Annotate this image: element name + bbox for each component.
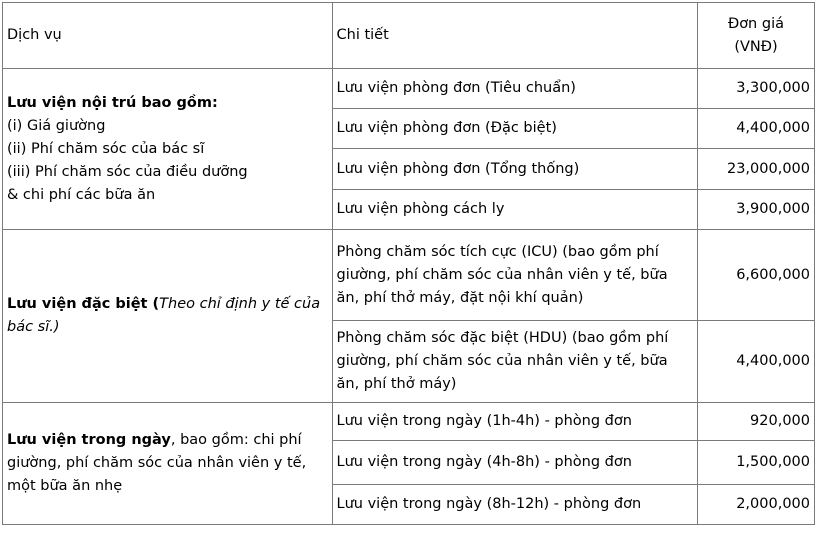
service-cell-inpatient bbox=[3, 69, 333, 230]
price-cell: 23,000,000 bbox=[697, 149, 814, 190]
price-cell: 4,400,000 bbox=[697, 321, 814, 403]
price-cell: 1,500,000 bbox=[697, 441, 814, 485]
detail-cell: Lưu viện phòng đơn (Tiêu chuẩn) bbox=[332, 69, 697, 109]
price-cell: 6,600,000 bbox=[697, 230, 814, 321]
service-title: Lưu viện nội trú bao gồm: bbox=[7, 94, 218, 111]
service-description: , bao gồm: chi phí giường, phí chăm sóc của nhân viên y tế, một bữa ăn nhẹ bbox=[7, 432, 307, 494]
service-cell-daycare bbox=[3, 403, 333, 525]
price-table bbox=[2, 2, 815, 525]
price-cell: 920,000 bbox=[697, 403, 814, 441]
header-price bbox=[697, 3, 814, 69]
price-cell: 2,000,000 bbox=[697, 485, 814, 525]
detail-cell: Lưu viện phòng cách ly bbox=[332, 190, 697, 230]
service-note: Theo chỉ định y tế của bác sĩ.) bbox=[7, 296, 321, 335]
table-header-row bbox=[3, 3, 815, 69]
table-row bbox=[3, 69, 815, 109]
header-price-unit: (VNĐ) bbox=[734, 38, 778, 55]
header-detail: Chi tiết bbox=[332, 3, 697, 69]
price-cell: 3,300,000 bbox=[697, 69, 814, 109]
detail-cell: Phòng chăm sóc đặc biệt (HDU) (bao gồm phí giường, phí chăm sóc của nhân viên y tế, bữa ăn, phí thở máy) bbox=[332, 321, 697, 403]
detail-cell: Lưu viện trong ngày (4h-8h) - phòng đơn bbox=[332, 441, 697, 485]
service-line: (ii) Phí chăm sóc của bác sĩ bbox=[7, 140, 205, 157]
detail-cell: Lưu viện phòng đơn (Đặc biệt) bbox=[332, 109, 697, 149]
detail-cell: Lưu viện trong ngày (8h-12h) - phòng đơn bbox=[332, 485, 697, 525]
service-title: Lưu viện đặc biệt ( bbox=[7, 296, 160, 312]
detail-cell: Phòng chăm sóc tích cực (ICU) (bao gồm phí giường, phí chăm sóc của nhân viên y tế, bữa ăn, phí thở máy, đặt nội khí quản) bbox=[332, 230, 697, 321]
service-title: Lưu viện trong ngày bbox=[7, 432, 171, 448]
header-service: Dịch vụ bbox=[3, 3, 333, 69]
price-cell: 4,400,000 bbox=[697, 109, 814, 149]
price-cell: 3,900,000 bbox=[697, 190, 814, 230]
service-line: & chi phí các bữa ăn bbox=[7, 186, 156, 203]
detail-cell: Lưu viện phòng đơn (Tổng thống) bbox=[332, 149, 697, 190]
service-line: (i) Giá giường bbox=[7, 117, 106, 134]
service-line: (iii) Phí chăm sóc của điều dưỡng bbox=[7, 163, 248, 180]
table-row bbox=[3, 403, 815, 441]
service-cell-special bbox=[3, 230, 333, 403]
page bbox=[2, 2, 815, 525]
table-row bbox=[3, 230, 815, 321]
detail-cell: Lưu viện trong ngày (1h-4h) - phòng đơn bbox=[332, 403, 697, 441]
header-price-label: Đơn giá bbox=[727, 15, 784, 32]
